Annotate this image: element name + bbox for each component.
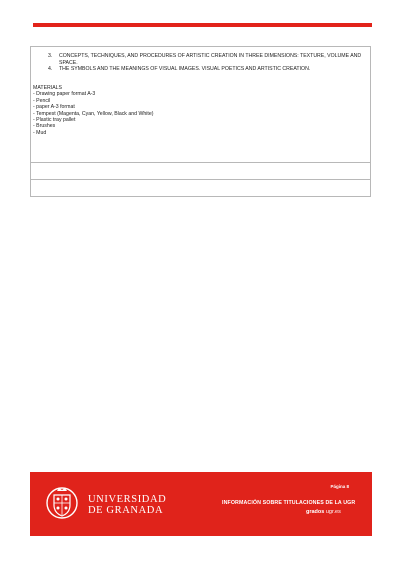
- list-item-text: CONCEPTS, TECHNIQUES, AND PROCEDURES OF ARTISTIC CREATION IN THREE DIMENSIONS: TEXTURE, VOLUME AND SPACE.: [59, 53, 362, 66]
- list-item-number: 3.: [48, 53, 53, 59]
- table-row-divider: [31, 179, 370, 180]
- page-number: Página 8: [330, 484, 349, 489]
- materials-section: [33, 85, 153, 136]
- ugr-label: ugr.es: [325, 509, 341, 515]
- university-name-line1: UNIVERSIDAD: [88, 494, 167, 505]
- footer-grados-link[interactable]: [306, 509, 341, 515]
- material-item: - Drawing paper format A-3: [33, 91, 96, 98]
- grados-label: grados: [306, 509, 325, 515]
- university-name-line2: DE GRANADA: [88, 504, 164, 516]
- university-crest-icon: [45, 486, 79, 520]
- header-accent-bar: [33, 23, 372, 27]
- list-item-text: THE SYMBOLS AND THE MEANINGS OF VISUAL IMAGES. VISUAL POETICS AND ARTISTIC CREATION.: [59, 66, 311, 73]
- material-item: - Mud: [33, 129, 47, 136]
- materials-title: MATERIALS: [33, 85, 63, 91]
- university-name: [88, 495, 166, 516]
- list-item-number: 4.: [48, 66, 53, 73]
- footer-info-text: INFORMACIÓN SOBRE TITULACIONES DE LA UGR: [222, 500, 356, 506]
- material-item: - Tempest (Magenta, Cyan, Yellow, Black and White): [33, 110, 154, 117]
- content-table: [30, 46, 371, 197]
- list-item: [43, 66, 363, 73]
- table-row-divider: [31, 162, 370, 163]
- material-item: - Pencil: [33, 97, 51, 104]
- material-item: - paper A-3 format: [33, 104, 75, 111]
- material-item: - Plastic tray pallet: [33, 117, 76, 124]
- footer-banner: [30, 472, 372, 536]
- topics-list: [43, 53, 363, 73]
- material-item: - Brushes: [33, 123, 56, 130]
- list-item: [43, 53, 363, 66]
